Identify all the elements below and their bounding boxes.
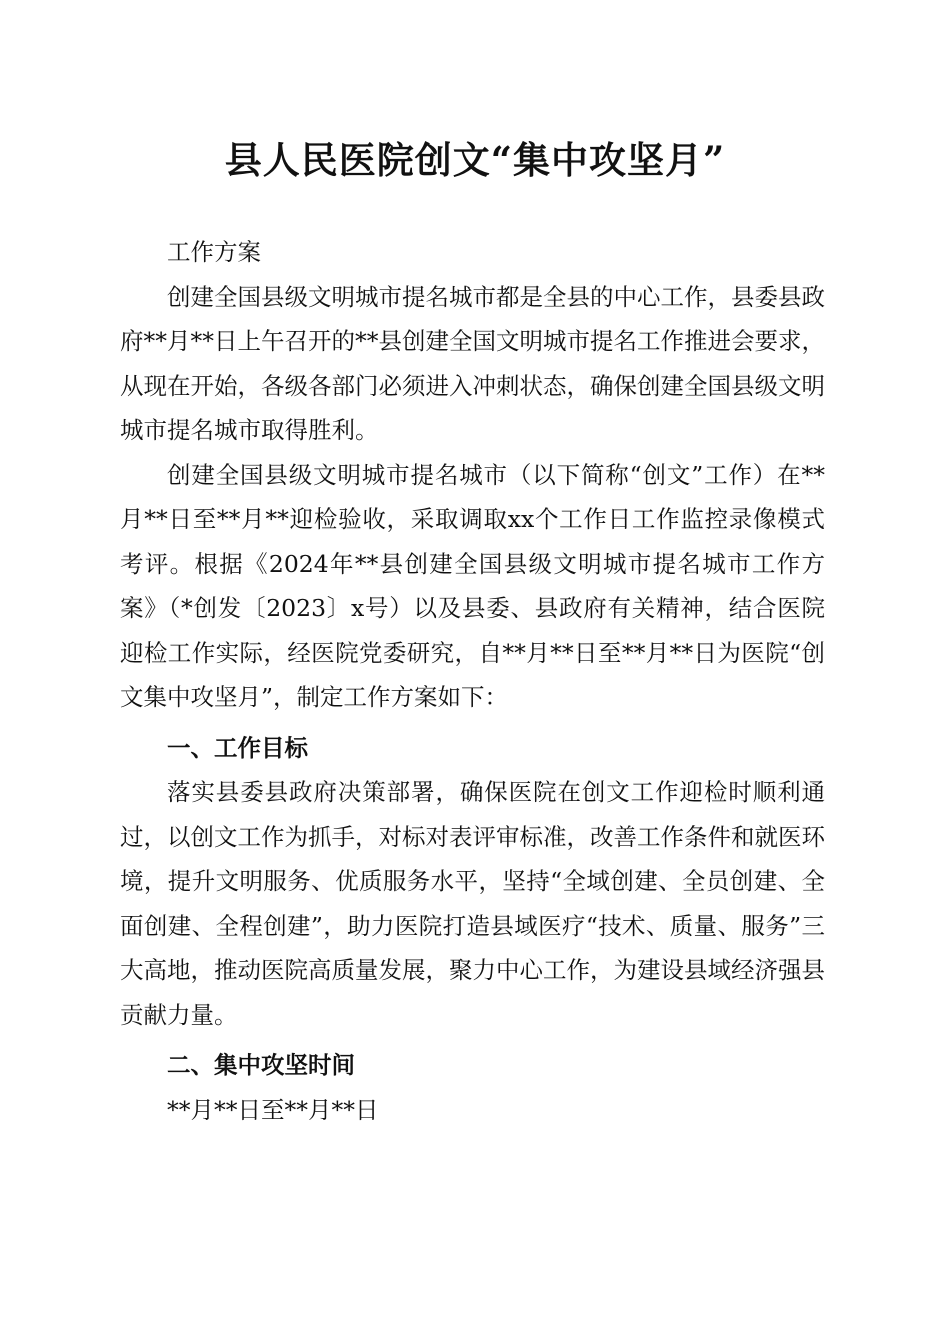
section-heading-goals: 一、工作目标 — [167, 733, 308, 762]
paragraph-background: 创建全国县级文明城市提名城市（以下简称“创文”工作）在**月**日至**月**迎检验收，采取调取xx个工作日工作监控录像模式考评。根据《2024年**县创建全国县级文明城市提名城市工作方案》（*创发〔2023〕x号）以及县委、县政府有关精神，结合医院迎检工作实际，经医院党委研究，自**月**日至**月**日为医院“创文集中攻坚月”，制定工作方案如下： — [120, 460, 825, 711]
section-heading-time: 二、集中攻坚时间 — [167, 1051, 355, 1079]
document-title: 县人民医院创文“集中攻坚月” — [224, 138, 726, 182]
section-text-goals: 落实县委县政府决策部署，确保医院在创文工作迎检时顺利通过，以创文工作为抓手，对标对表评审标准，改善工作条件和就医环境，提升文明服务、优质服务水平，坚持“全域创建、全员创建、全面创建、全程创建”，助力医院打造县域医疗“技术、质量、服务”三大高地，推动医院高质量发展，聚力中心工作，为建设县域经济强县贡献力量。 — [120, 778, 825, 1029]
document-subtitle: 工作方案 — [167, 238, 261, 266]
paragraph-intro: 创建全国县级文明城市提名城市都是全县的中心工作，县委县政府**月**日上午召开的**县创建全国文明城市提名工作推进会要求，从现在开始，各级各部门必须进入冲刺状态，确保创建全国县级文明城市提名城市取得胜利。 — [120, 282, 825, 444]
document-body — [120, 230, 825, 1132]
section-text-time: **月**日至**月**日 — [167, 1095, 379, 1124]
